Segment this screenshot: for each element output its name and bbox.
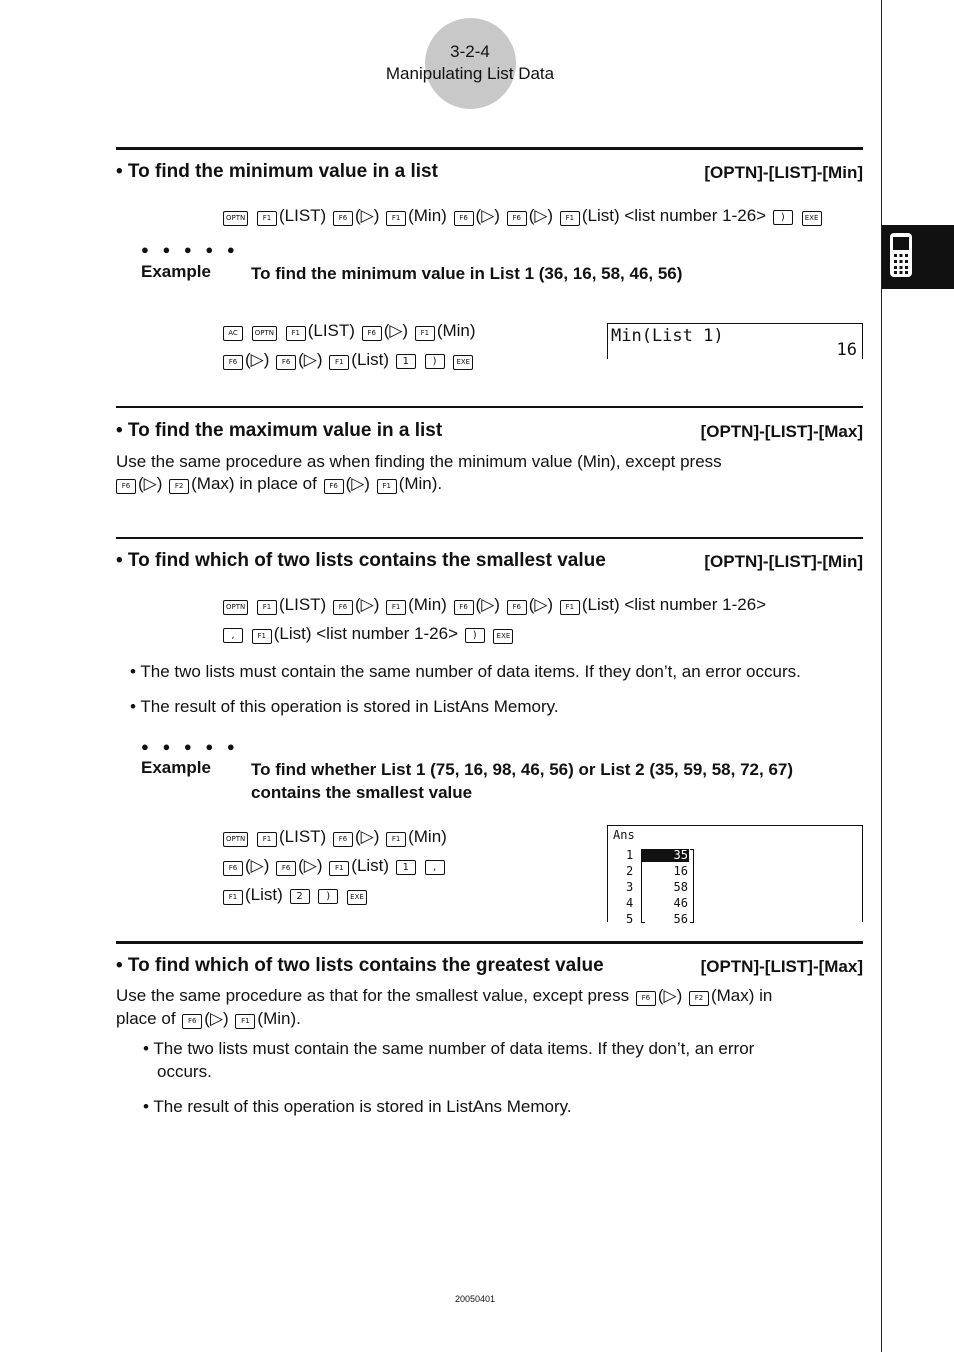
rparen-key: ) xyxy=(318,889,338,904)
bullet-item: • The two lists must contain the same number of data items. If they don’t, an error xyxy=(143,1039,755,1058)
key-sequence: AC OPTN F1 (LIST) F6 (▷) F1 (Min) xyxy=(221,321,476,341)
example-title: To find the minimum value in List 1 (36, 16, 58, 46, 56) xyxy=(251,264,683,283)
f1-key: F1 xyxy=(329,861,349,876)
list-index: 5 xyxy=(626,912,634,926)
key-sequence: OPTN F1 (LIST) F6 (▷) F1 (Min) F6 (▷) F6 (▷) F1 (List) <list number 1-26> xyxy=(221,595,766,615)
f6-key: F6 xyxy=(454,211,474,226)
rparen-key: ) xyxy=(425,354,445,369)
body-text: Use the same procedure as when finding the minimum value (Min), except press xyxy=(116,452,722,471)
optn-key: OPTN xyxy=(252,326,277,341)
f1-key: F1 xyxy=(386,832,406,847)
body-text: place of F6 (▷) F1 (Min). xyxy=(116,1009,301,1028)
rparen-key: ) xyxy=(465,628,485,643)
section-heading-max: • To find the maximum value in a list xyxy=(116,420,443,441)
calculator-icon xyxy=(889,232,913,278)
bullet-item: • The result of this operation is stored in ListAns Memory. xyxy=(130,697,559,716)
f1-key: F1 xyxy=(377,479,397,494)
one-key: 1 xyxy=(396,860,416,875)
key-sequence: F1 (List) 2 ) EXE xyxy=(221,885,369,905)
section-heading-greatest: • To find which of two lists contains the greatest value xyxy=(116,955,604,976)
list-index: 3 xyxy=(626,880,634,894)
optn-key: OPTN xyxy=(223,211,248,226)
ac-key: AC xyxy=(223,326,243,341)
menu-path-min: [OPTN]-[LIST]-[Min] xyxy=(704,552,863,571)
exe-key: EXE xyxy=(802,211,822,226)
f1-key: F1 xyxy=(386,600,406,615)
section-divider xyxy=(116,147,863,150)
f6-key: F6 xyxy=(276,355,296,370)
f6-key: F6 xyxy=(507,600,527,615)
menu-path-max: [OPTN]-[LIST]-[Max] xyxy=(700,957,863,976)
one-key: 1 xyxy=(396,354,416,369)
key-sequence: F6 (▷) F6 (▷) F1 (List) 1 , xyxy=(221,856,447,876)
exe-key: EXE xyxy=(493,629,513,644)
f6-key: F6 xyxy=(276,861,296,876)
list-value: 46 xyxy=(673,896,688,910)
f1-key: F1 xyxy=(286,326,306,341)
f6-key: F6 xyxy=(223,861,243,876)
list-value-selected: 35 xyxy=(673,848,688,862)
bullet-item-continued: occurs. xyxy=(157,1062,212,1081)
rparen-key: ) xyxy=(773,210,793,225)
f1-key: F1 xyxy=(257,832,277,847)
f1-key: F1 xyxy=(386,211,406,226)
comma-key: , xyxy=(223,628,243,643)
example-title: To find whether List 1 (75, 16, 98, 46, 56) or List 2 (35, 59, 58, 72, 67) xyxy=(251,760,794,779)
f6-key: F6 xyxy=(507,211,527,226)
f2-key: F2 xyxy=(689,991,709,1006)
key-sequence: F6 (▷) F6 (▷) F1 (List) 1 ) EXE xyxy=(221,350,475,370)
list-bracket-right xyxy=(690,849,694,923)
two-key: 2 xyxy=(290,889,310,904)
comma-key: , xyxy=(425,860,445,875)
f1-key: F1 xyxy=(252,629,272,644)
exe-key: EXE xyxy=(453,355,473,370)
example-title: contains the smallest value xyxy=(251,783,473,802)
optn-key: OPTN xyxy=(223,600,248,615)
f6-key: F6 xyxy=(324,479,344,494)
f1-key: F1 xyxy=(560,211,580,226)
section-divider xyxy=(116,941,863,944)
list-index: 2 xyxy=(626,864,634,878)
f6-key: F6 xyxy=(454,600,474,615)
section-number: 3-2-4 xyxy=(450,42,490,61)
calculator-list-screen xyxy=(607,825,863,926)
list-value: 58 xyxy=(673,880,688,894)
f1-key: F1 xyxy=(257,211,277,226)
list-index: 1 xyxy=(626,848,634,862)
optn-key: OPTN xyxy=(223,832,248,847)
exe-key: EXE xyxy=(347,890,367,905)
f6-key: F6 xyxy=(223,355,243,370)
section-heading-min: • To find the minimum value in a list xyxy=(116,161,438,182)
example-label: Example xyxy=(141,262,211,281)
f1-key: F1 xyxy=(415,326,435,341)
f6-key: F6 xyxy=(362,326,382,341)
f2-key: F2 xyxy=(169,479,189,494)
f6-key: F6 xyxy=(116,479,136,494)
key-sequence: OPTN F1 (LIST) F6 (▷) F1 (Min) F6 (▷) F6 (▷) F1 (List) <list number 1-26> ) EXE xyxy=(221,206,824,226)
section-divider xyxy=(116,537,863,539)
f6-key: F6 xyxy=(333,211,353,226)
margin-rule xyxy=(881,0,882,1352)
f1-key: F1 xyxy=(257,600,277,615)
example-marker: ● ● ● ● ● xyxy=(141,739,240,754)
screen-ans-label: Ans xyxy=(613,828,635,842)
f6-key: F6 xyxy=(333,600,353,615)
body-text: F6 (▷) F2 (Max) in place of F6 (▷) F1 (Min). xyxy=(116,474,442,494)
section-title: Manipulating List Data xyxy=(385,64,555,83)
key-sequence: OPTN F1 (LIST) F6 (▷) F1 (Min) xyxy=(221,827,447,847)
bullet-item: • The two lists must contain the same number of data items. If they don’t, an error occurs. xyxy=(130,662,801,681)
screen-expression: Min(List 1) xyxy=(611,326,724,346)
list-index: 4 xyxy=(626,896,634,910)
list-value: 16 xyxy=(673,864,688,878)
f1-key: F1 xyxy=(560,600,580,615)
list-value: 56 xyxy=(673,912,688,926)
page-footer-code: 20050401 xyxy=(454,1294,496,1304)
menu-path-max: [OPTN]-[LIST]-[Max] xyxy=(700,422,863,441)
f6-key: F6 xyxy=(182,1014,202,1029)
menu-path-min: [OPTN]-[LIST]-[Min] xyxy=(704,163,863,182)
f1-key: F1 xyxy=(235,1014,255,1029)
calculator-screen xyxy=(607,323,863,359)
example-label: Example xyxy=(141,758,211,777)
section-divider xyxy=(116,406,863,408)
screen-result: 16 xyxy=(836,340,857,360)
body-text: Use the same procedure as that for the smallest value, except press F6 (▷) F2 (Max) in xyxy=(116,986,773,1005)
f1-key: F1 xyxy=(329,355,349,370)
section-heading-smallest: • To find which of two lists contains the smallest value xyxy=(116,550,606,571)
f6-key: F6 xyxy=(636,991,656,1006)
example-marker: ● ● ● ● ● xyxy=(141,242,240,257)
f1-key: F1 xyxy=(223,890,243,905)
f6-key: F6 xyxy=(333,832,353,847)
bullet-item: • The result of this operation is stored in ListAns Memory. xyxy=(143,1097,572,1116)
key-sequence: , F1 (List) <list number 1-26> ) EXE xyxy=(221,624,515,644)
